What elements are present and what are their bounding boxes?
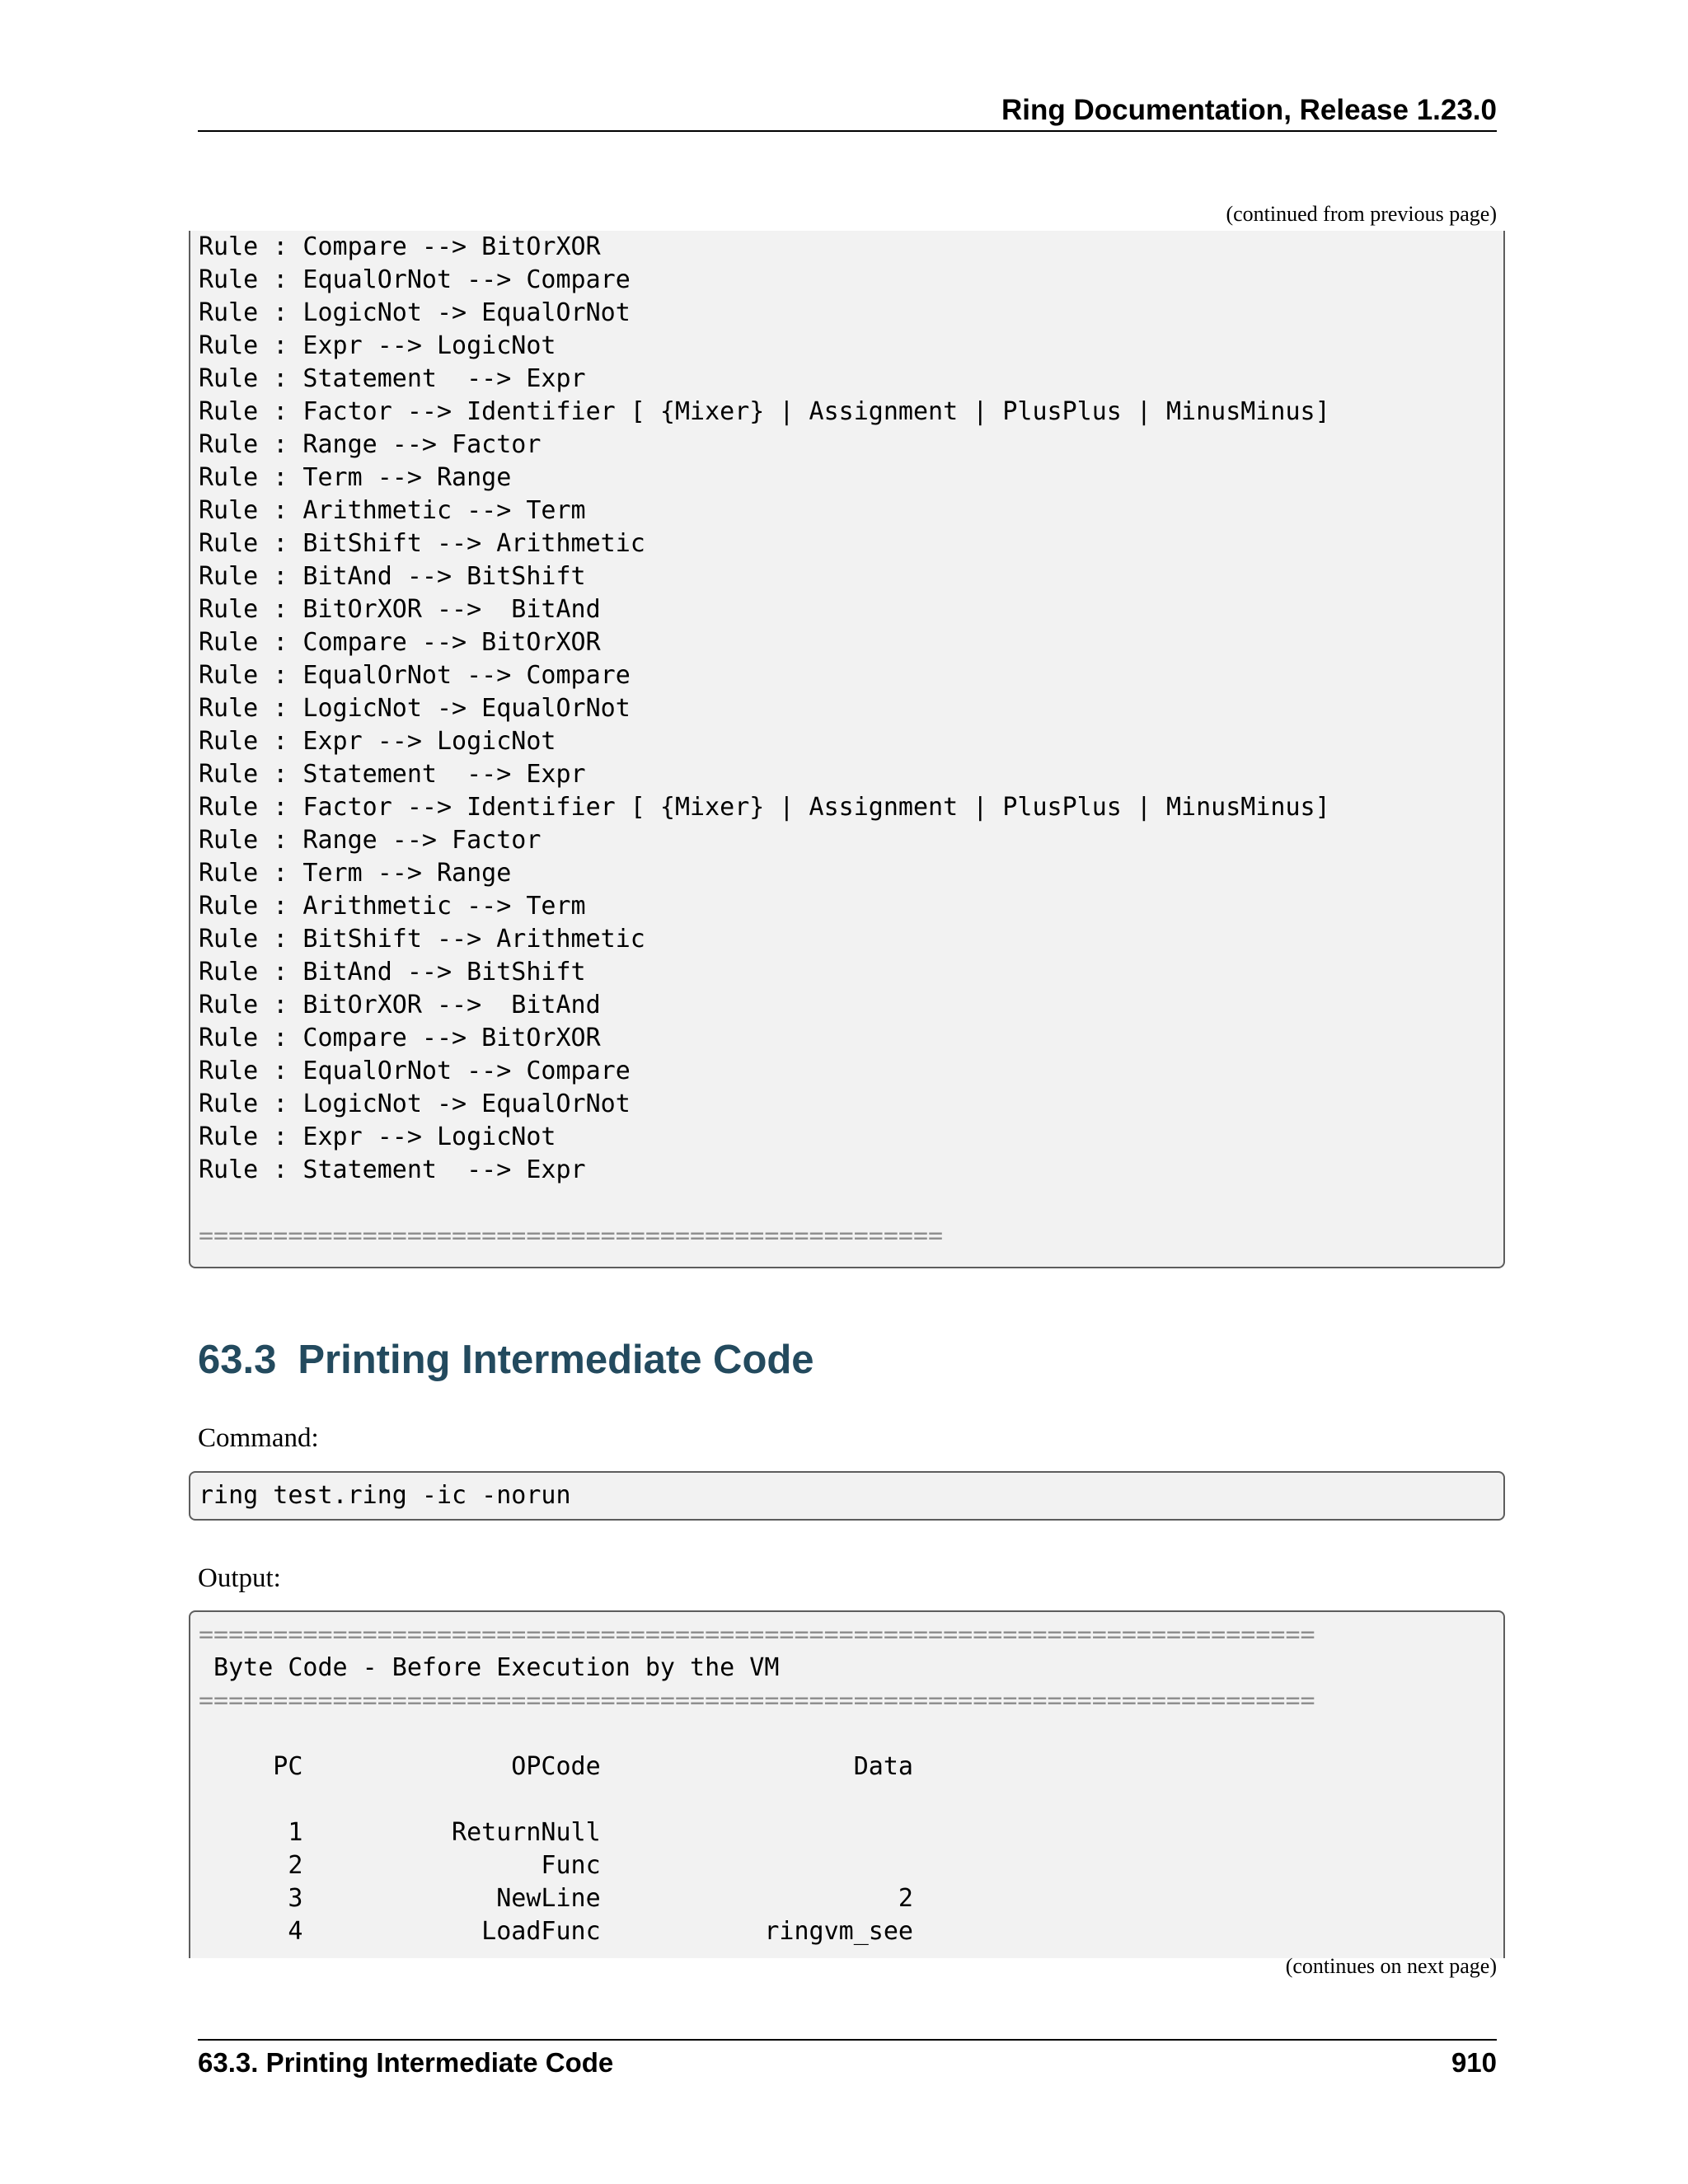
code-line: Rule : Expr --> LogicNot [199, 331, 556, 360]
code-line: Rule : LogicNot -> EqualOrNot [199, 1090, 631, 1118]
code-line: Rule : EqualOrNot --> Compare [199, 661, 631, 690]
code-line: Rule : LogicNot -> EqualOrNot [199, 298, 631, 327]
footer-divider [198, 2039, 1497, 2041]
continued-from-note: (continued from previous page) [1226, 202, 1497, 226]
code-line [199, 1783, 1503, 1816]
code-line: Rule : Compare --> BitOrXOR [199, 628, 601, 657]
code-line: Rule : Range --> Factor [199, 430, 542, 459]
output-label: Output: [198, 1563, 281, 1593]
code-line: Rule : Arithmetic --> Term [199, 496, 586, 525]
code-line [199, 1718, 1503, 1750]
code-line: Rule : Range --> Factor [199, 826, 542, 855]
code-line: Rule : BitOrXOR --> BitAnd [199, 595, 601, 624]
code-line: Rule : BitAnd --> BitShift [199, 562, 586, 591]
continues-on-note: (continues on next page) [1285, 1954, 1497, 1978]
code-line: Rule : LogicNot -> EqualOrNot [199, 694, 631, 723]
code-line: Rule : Expr --> LogicNot [199, 727, 556, 756]
command-label: Command: [198, 1423, 319, 1453]
code-line: Rule : Statement --> Expr [199, 364, 586, 393]
section-title: Printing Intermediate Code [298, 1338, 814, 1382]
code-line: ================================================== [199, 1221, 944, 1250]
code-line [199, 1187, 1503, 1220]
code-line: Rule : Term --> Range [199, 859, 512, 888]
code-line: Rule : Statement --> Expr [199, 760, 586, 789]
section-heading [198, 1335, 814, 1385]
code-line: 4 LoadFunc ringvm_see [199, 1917, 913, 1946]
code-line: 2 Func [199, 1851, 601, 1880]
code-line: Rule : Expr --> LogicNot [199, 1122, 556, 1151]
code-line: =========================================================================== [199, 1686, 1315, 1715]
header-divider [198, 130, 1497, 132]
grammar-rules-code-block [189, 231, 1505, 1268]
code-line: Rule : BitAnd --> BitShift [199, 958, 586, 987]
code-line: Rule : EqualOrNot --> Compare [199, 265, 631, 294]
code-line: Rule : Factor --> Identifier [ {Mixer} | Assignment | PlusPlus | MinusMinus] [199, 397, 1330, 426]
command-code-block [189, 1471, 1505, 1521]
code-line: 3 NewLine 2 [199, 1884, 913, 1913]
code-line: Rule : BitShift --> Arithmetic [199, 529, 645, 558]
code-line: PC OPCode Data [199, 1752, 913, 1781]
code-line: =========================================================================== [199, 1620, 1315, 1649]
page-number: 910 [1451, 2047, 1497, 2078]
code-line: Rule : Arithmetic --> Term [199, 892, 586, 921]
code-line: ring test.ring -ic -norun [199, 1481, 571, 1510]
code-line: Rule : BitShift --> Arithmetic [199, 925, 645, 954]
output-code-block [189, 1610, 1505, 1958]
code-line: Rule : Compare --> BitOrXOR [199, 1024, 601, 1052]
code-line: Rule : EqualOrNot --> Compare [199, 1057, 631, 1085]
code-line: 1 ReturnNull [199, 1818, 601, 1847]
code-line: Byte Code - Before Execution by the VM [199, 1653, 780, 1682]
code-line: Rule : BitOrXOR --> BitAnd [199, 991, 601, 1019]
code-line: Rule : Factor --> Identifier [ {Mixer} | Assignment | PlusPlus | MinusMinus] [199, 793, 1330, 822]
running-header-title: Ring Documentation, Release 1.23.0 [1001, 94, 1497, 126]
code-line: Rule : Compare --> BitOrXOR [199, 232, 601, 261]
code-line: Rule : Term --> Range [199, 463, 512, 492]
code-line: Rule : Statement --> Expr [199, 1155, 586, 1184]
footer-section-title: 63.3. Printing Intermediate Code [198, 2047, 614, 2078]
section-number: 63.3 [198, 1338, 277, 1382]
